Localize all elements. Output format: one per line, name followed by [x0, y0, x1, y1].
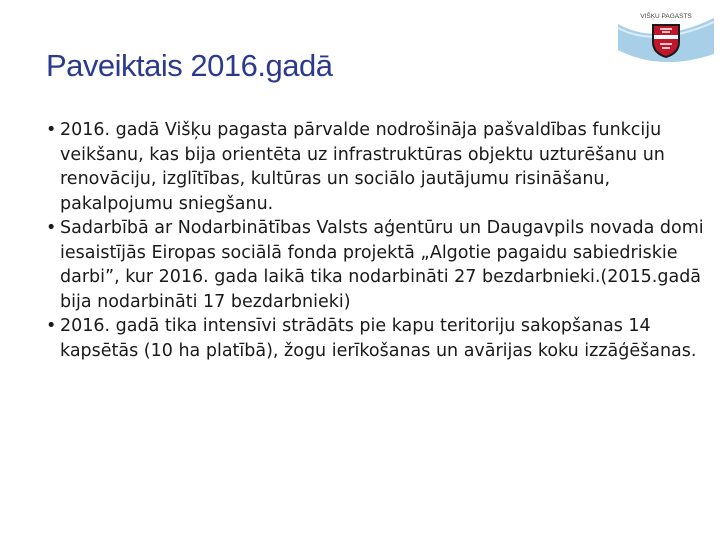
- slide-title: Paveiktais 2016.gadā: [46, 48, 333, 83]
- bullet-text: 2016. gadā tika intensīvi strādāts pie kapu teritoriju sakopšanas 14 kapsētās (10 ha platībā), žogu ierīkošanas un avārijas koku izzāģēšanas.: [60, 316, 697, 361]
- bullet-marker: •: [46, 316, 57, 336]
- bullet-item: [46, 314, 706, 363]
- bullet-marker: •: [46, 218, 57, 238]
- emblem-text: VIŠĶU PAGASTS: [640, 13, 692, 20]
- bullet-list: [46, 118, 706, 363]
- bullet-text: Sadarbībā ar Nodarbinātības Valsts aģentūru un Daugavpils novada domi iesaistījās Eiropas sociālā fonda projektā „Algotie pagaidu sabiedriskie darbi”, kur 2016. gada laikā tika nodarbināti 27 bezdarbnieki.(2015.gadā bija nodarbināti 17 bezdarbnieki): [60, 218, 704, 312]
- bullet-item: [46, 216, 706, 314]
- bullet-text: 2016. gadā Višķu pagasta pārvalde nodrošināja pašvaldības funkciju veikšanu, kas bija orientēta uz infrastruktūras objektu uzturēšanu un renovāciju, izglītības, kultūras un sociālo jautājumu risināšanu, pakalpojumu sniegšanu.: [60, 120, 665, 214]
- coat-of-arms-icon: [616, 2, 716, 72]
- bullet-marker: •: [46, 120, 57, 140]
- bullet-item: [46, 118, 706, 216]
